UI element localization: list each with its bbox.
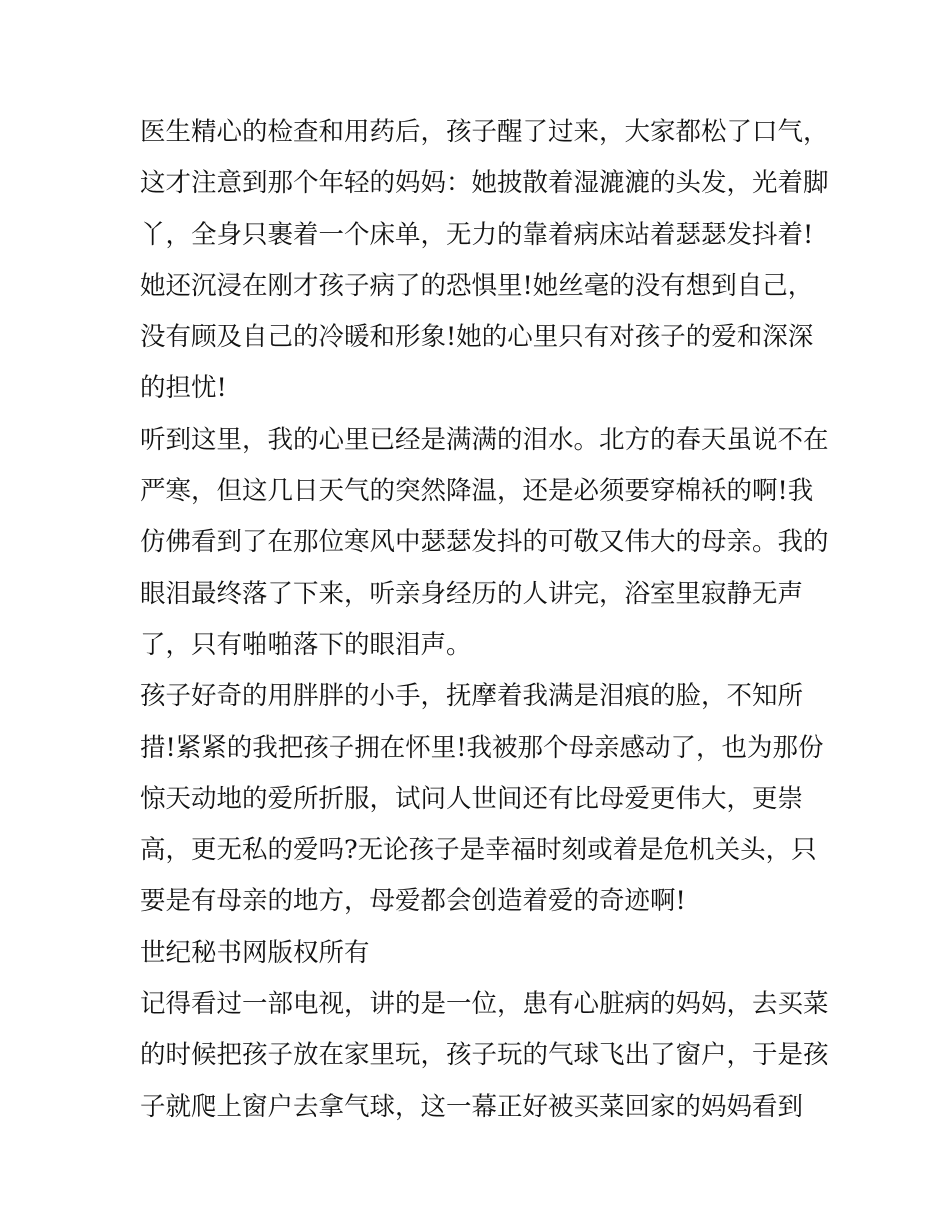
text-line: 惊天动地的爱所折服，试问人世间还有比母爱更伟大，更崇	[140, 783, 804, 814]
text-line: 世纪秘书网版权所有	[140, 937, 370, 968]
text-line: 的时候把孩子放在家里玩，孩子玩的气球飞出了窗户，于是孩	[140, 1040, 829, 1071]
paragraph	[140, 415, 829, 671]
paragraph	[140, 671, 824, 927]
text-line: 她还沉浸在刚才孩子病了的恐惧里!她丝毫的没有想到自己，	[140, 270, 814, 301]
text-line: 的担忧!	[140, 373, 227, 404]
paragraph	[140, 979, 829, 1133]
text-line: 孩子好奇的用胖胖的小手，抚摩着我满是泪痕的脸，不知所	[140, 681, 804, 712]
text-line: 高，更无私的爱吗?无论孩子是幸福时刻或着是危机关头，只	[140, 835, 817, 866]
text-line: 医生精心的检查和用药后，孩子醒了过来，大家都松了口气，	[140, 117, 829, 147]
text-line: 没有顾及自己的冷暖和形象!她的心里只有对孩子的爱和深深	[140, 322, 814, 353]
text-line: 子就爬上窗户去拿气球，这一幕正好被买菜回家的妈妈看到	[140, 1091, 804, 1122]
text-line: 记得看过一部电视，讲的是一位，患有心脏病的妈妈，去买菜	[140, 989, 829, 1020]
text-line: 措!紧紧的我把孩子拥在怀里!我被那个母亲感动了，也为那份	[140, 732, 824, 763]
paragraph	[140, 107, 829, 415]
text-line: 要是有母亲的地方，母爱都会创造着爱的奇迹啊!	[140, 886, 686, 917]
text-line: 丫，全身只裹着一个床单，无力的靠着病床站着瑟瑟发抖着!	[140, 219, 814, 250]
copyright-notice	[140, 928, 820, 979]
text-line: 了，只有啪啪落下的眼泪声。	[140, 629, 472, 660]
text-line: 这才注意到那个年轻的妈妈：她披散着湿漉漉的头发，光着脚	[140, 168, 829, 199]
document-page	[140, 107, 829, 1133]
text-line: 仿佛看到了在那位寒风中瑟瑟发抖的可敬又伟大的母亲。我的	[140, 527, 829, 558]
text-line: 严寒，但这几日天气的突然降温，还是必须要穿棉袄的啊!我	[140, 476, 814, 507]
text-line: 眼泪最终落了下来，听亲身经历的人讲完，浴室里寂静无声	[140, 578, 804, 609]
text-line: 听到这里，我的心里已经是满满的泪水。北方的春天虽说不在	[140, 424, 829, 455]
